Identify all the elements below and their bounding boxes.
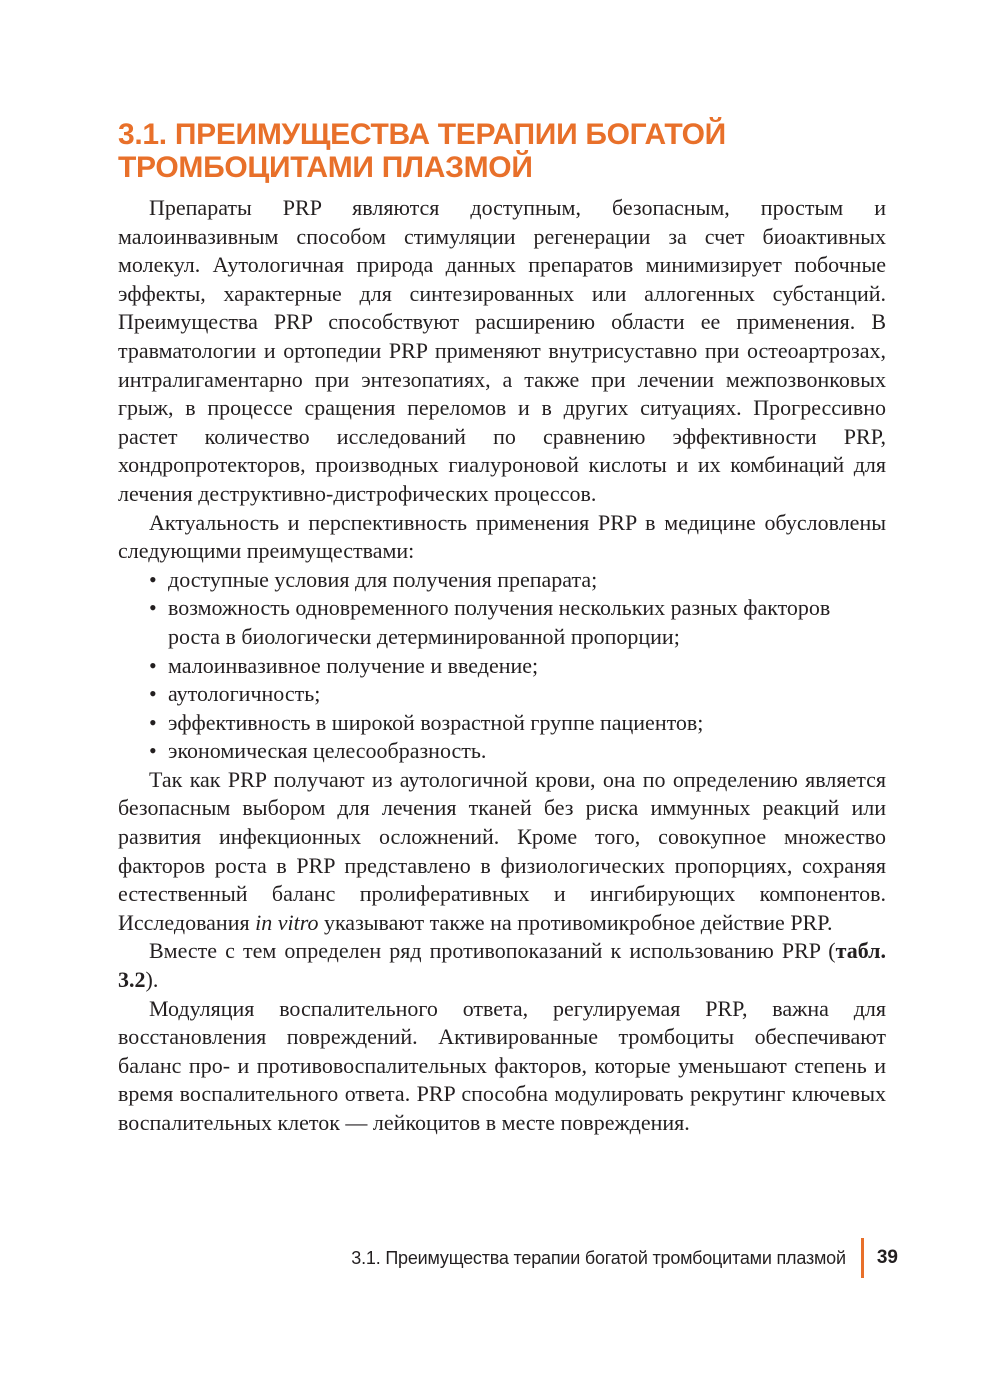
list-item-text: малоинвазивное получение и введение; xyxy=(168,652,539,678)
list-item-text: аутологичность; xyxy=(168,681,321,707)
page-footer xyxy=(351,1238,898,1278)
advantages-list xyxy=(118,566,886,766)
bullet-symbol: • xyxy=(149,652,157,678)
list-item xyxy=(149,566,886,595)
paragraph-safety-tail: указывают также на противомикробное действие PRP. xyxy=(318,909,833,935)
paragraph-intro: Препараты PRP являются доступным, безопасным, простым и малоинвазивным способом стимуляции регенерации за счет биоактивных молекул. Аутологичная природа данных препаратов минимизирует побочные эффекты, характерные для синтезированных или аллогенных субстанций. Преимущества PRP способствуют расширению области ее применения. В травматологии и ортопедии PRP применяют внутрисуставно при остеоартрозах, интралигаментарно при энтезопатиях, а также при лечении межпозвонковых грыж, в процессе сращения переломов и в других ситуациях. Прогрессивно растет количество исследований по сравнению эффективности PRP, хондропротекторов, производных гиалуроновой кислоты и их комбинаций для лечения деструктивно-дистрофических процессов. xyxy=(118,195,886,506)
bullet-symbol: • xyxy=(149,595,157,621)
paragraph-contraindications-tail: ). xyxy=(145,967,159,993)
paragraph-advantages-lead: Актуальность и перспективность применения PRP в медицине обусловлены следующими преимуществами: xyxy=(118,509,886,564)
bullet-symbol: • xyxy=(149,566,157,592)
list-item xyxy=(149,709,886,738)
list-item-text: эффективность в широкой возрастной группе пациентов; xyxy=(168,709,704,735)
paragraph-modulation: Модуляция воспалительного ответа, регулируемая PRP, важна для восстановления повреждений. Активированные тромбоциты обеспечивают баланс про- и противовоспалительных факторов, которые уменьшают степень и время воспалительного ответа. PRP способна модулировать рекрутинг ключевых воспалительных клеток — лейкоцитов в месте повреждения. xyxy=(118,995,886,1135)
running-title: 3.1. Преимущества терапии богатой тромбоцитами плазмой xyxy=(351,1247,846,1268)
page-number: 39 xyxy=(876,1247,898,1268)
bullet-symbol: • xyxy=(149,709,157,735)
list-item xyxy=(149,737,886,766)
paragraph-contraindications xyxy=(118,937,886,994)
paragraph-safety xyxy=(118,766,886,938)
bullet-symbol: • xyxy=(149,681,157,707)
list-item xyxy=(149,594,886,651)
section-heading: 3.1. ПРЕИМУЩЕСТВА ТЕРАПИИ БОГАТОЙ ТРОМБОЦИТАМИ ПЛАЗМОЙ xyxy=(118,118,726,184)
list-item-text: экономическая целесообразность. xyxy=(168,738,487,764)
list-item-text: доступные условия для получения препарата; xyxy=(168,566,598,592)
list-item xyxy=(149,652,886,681)
paragraph-safety-text: Так как PRP получают из аутологичной крови, она по определению является безопасным выбором для лечения тканей без риска иммунных реакций или развития инфекционных осложнений. Кроме того, совокупное множество факторов роста в PRP представлено в физиологических пропорциях, сохраняя естественный баланс пролиферативных и ингибирующих компонентов. Исследования xyxy=(118,766,886,935)
body-text xyxy=(118,194,886,1138)
bullet-symbol: • xyxy=(149,738,157,764)
paragraph-contraindications-text: Вместе с тем определен ряд противопоказаний к использованию PRP ( xyxy=(149,938,836,964)
list-item-text: возможность одновременного получения нескольких разных факторов роста в биологически детерминированной пропорции; xyxy=(168,595,831,649)
list-item xyxy=(149,680,886,709)
table-reference: табл. 3.2 xyxy=(118,938,886,993)
in-vitro-term: in vitro xyxy=(255,909,319,935)
